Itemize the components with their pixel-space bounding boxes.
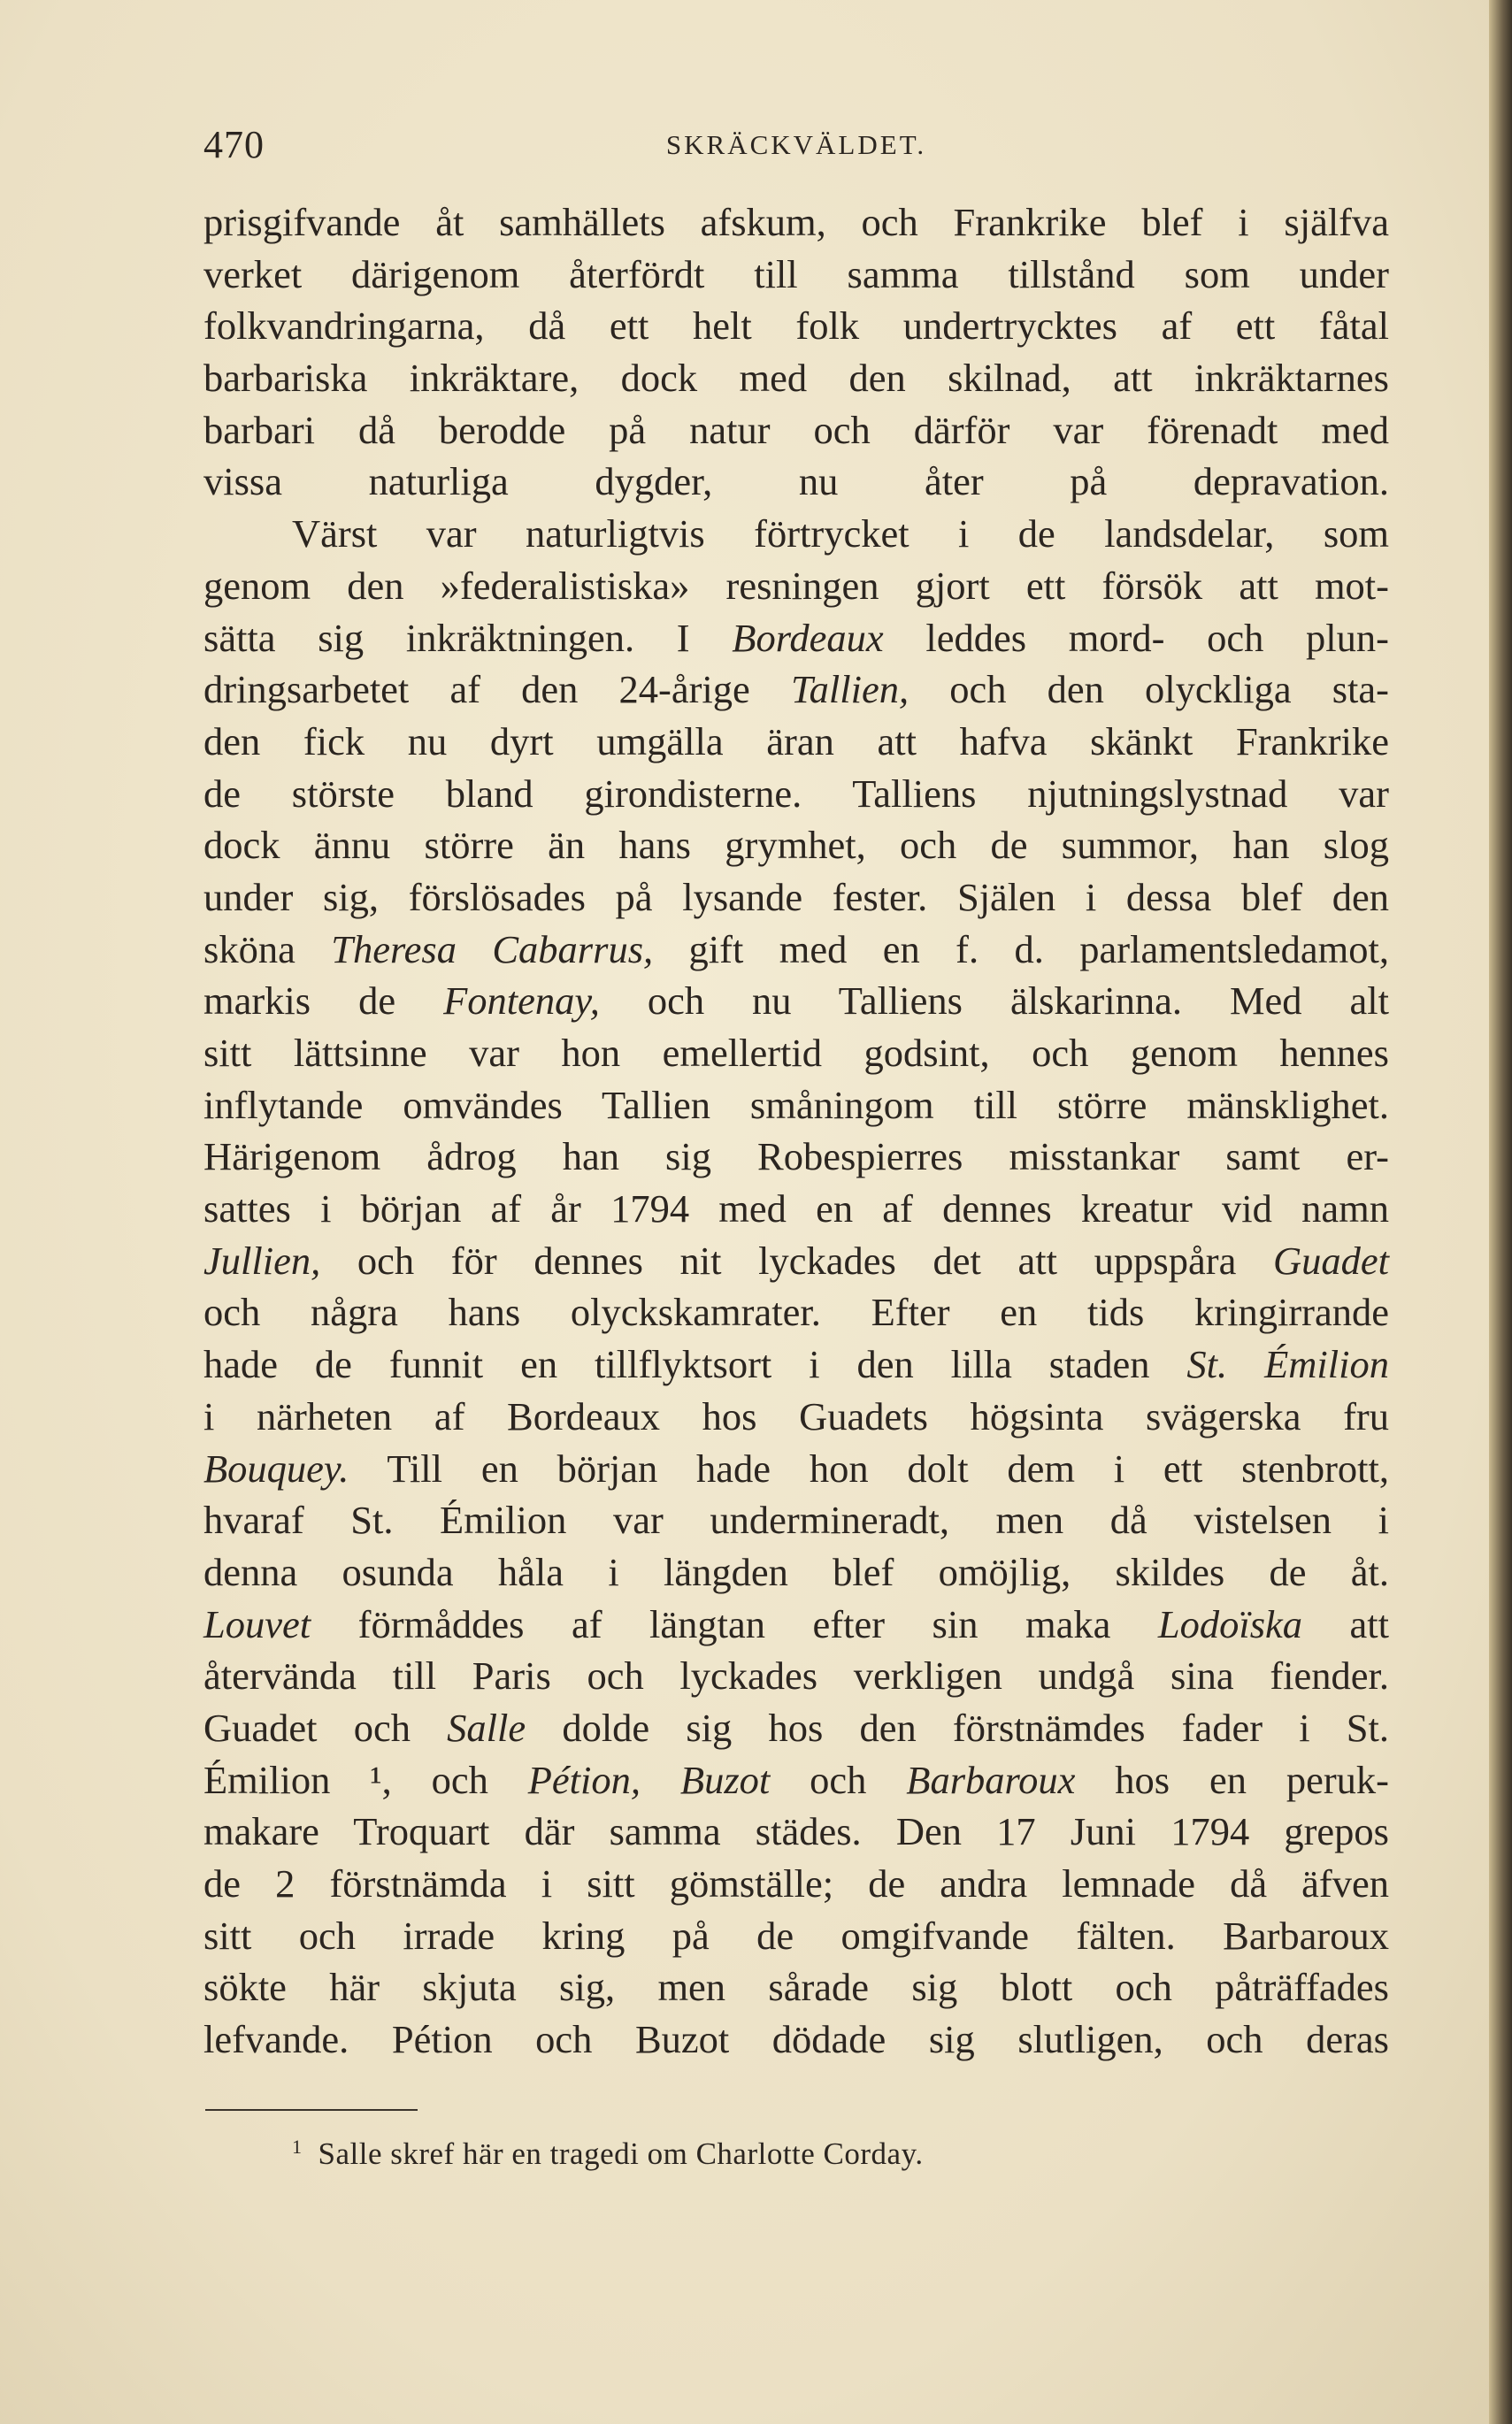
text-line (203, 560, 1389, 612)
text-segment: prisgifvande åt samhällets afskum, och Frankrike blef i själfva (203, 200, 1389, 244)
text-segment: markis de (203, 978, 444, 1024)
page-number: 470 (203, 123, 265, 166)
italic-name: St. Émilion (1186, 1342, 1389, 1387)
page-header (203, 122, 1389, 175)
text-segment: Till en början hade hon dolt dem i ett stenbrott, (349, 1446, 1389, 1491)
running-head: SKRÄCKVÄLDET. (665, 129, 927, 160)
text-segment: lefvande. Pétion och Buzot dödade sig slutligen, och deras (203, 2017, 1389, 2062)
text-segment: den fick nu dyrt umgälla äran att hafva skänkt Frankrike (203, 718, 1389, 763)
text-line (203, 508, 1389, 560)
italic-name: Buzot (679, 1757, 771, 1802)
text-segment: sätta sig inkräktningen. I (203, 615, 733, 660)
italic-name: Guadet (1272, 1238, 1389, 1283)
text-segment: att (1302, 1601, 1389, 1646)
italic-name: Salle (447, 1705, 526, 1750)
text-segment: de 2 förstnämda i sitt gömställe; de andra lemnade då äfven (203, 1861, 1389, 1906)
text-line (203, 664, 1389, 716)
text-line (203, 871, 1389, 924)
text-segment: dringsarbetet af den 24-årige (203, 667, 791, 712)
text-segment: de störste bland girondisterne. Talliens njutningslystnad var (203, 771, 1389, 816)
text-segment: dock ännu större än hans grymhet, och de summor, han slog (203, 823, 1389, 868)
text-segment: och några hans olyckskamrater. Efter en tids kringirrande (203, 1290, 1389, 1335)
footnote-marker: 1 (292, 2136, 303, 2158)
text-segment: och nu Talliens älskarinna. Med alt (599, 978, 1389, 1024)
text-line (203, 1599, 1389, 1651)
text-segment: hos en peruk- (1075, 1757, 1389, 1802)
italic-name: Bordeaux (732, 615, 884, 660)
text-segment: och den olyckliga sta- (909, 667, 1389, 712)
text-segment: och (770, 1757, 907, 1802)
text-segment: sköna (203, 926, 332, 971)
text-segment: barbari då berodde på natur och därför var förenadt med (203, 407, 1389, 452)
text-segment: sökte här skjuta sig, men sårade sig blott och påträffades (203, 1965, 1389, 2010)
italic-name: Lodoïska (1157, 1601, 1303, 1646)
text-segment: barbariska inkräktare, dock med den skilnad, att inkräktarnes (203, 356, 1389, 401)
text-segment: förmåddes af längtan efter sin maka (311, 1601, 1158, 1646)
text-segment: gift med en f. d. parlamentsledamot, (653, 926, 1389, 971)
text-line (203, 1650, 1389, 1702)
italic-name: Bouquey. (203, 1446, 349, 1491)
text-line (203, 819, 1389, 871)
italic-name: Jullien, (203, 1238, 321, 1283)
text-line (203, 1391, 1389, 1443)
body-text (203, 196, 1389, 2066)
text-line (203, 1131, 1389, 1183)
text-line (203, 1910, 1389, 1962)
text-segment (641, 1758, 680, 1802)
text-segment: Härigenom ådrog han sig Robespierres misstankar samt er- (203, 1134, 1389, 1179)
text-line (203, 1702, 1389, 1754)
text-segment: genom den »federalistiska» resningen gjort ett försök att mot- (203, 563, 1389, 608)
text-line (203, 924, 1389, 976)
footnote-text: Salle skref här en tragedi om Charlotte Corday. (318, 2136, 924, 2171)
text-segment: och för dennes nit lyckades det att uppspåra (320, 1238, 1273, 1283)
text-segment: hvaraf St. Émilion var undermineradt, men då vistelsen i (203, 1498, 1389, 1543)
text-segment: hade de funnit en tillflyktsort i den lilla staden (203, 1342, 1187, 1387)
text-line (203, 1546, 1389, 1599)
text-line (203, 1235, 1389, 1287)
text-segment: Värst var naturligtvis förtrycket i de landsdelar, som (292, 511, 1389, 556)
text-line (203, 1443, 1389, 1495)
text-line (203, 1806, 1389, 1858)
text-line (203, 1961, 1389, 2014)
italic-name: Pétion, (527, 1757, 641, 1802)
text-segment: under sig, förslösades på lysande fester. Själen i dessa blef den (203, 874, 1389, 919)
text-line (203, 1339, 1389, 1391)
italic-name: Theresa Cabarrus, (331, 926, 654, 971)
text-line (203, 1183, 1389, 1235)
text-segment: Guadet och (203, 1705, 448, 1750)
italic-name: Fontenay, (443, 978, 600, 1024)
italic-name: Louvet (203, 1601, 311, 1646)
italic-name: Barbaroux (906, 1757, 1076, 1802)
footnote (292, 2136, 924, 2172)
text-segment: leddes mord- och plun- (883, 615, 1389, 660)
text-line (203, 2014, 1389, 2066)
text-line (203, 1286, 1389, 1339)
text-line (203, 975, 1389, 1027)
text-line (203, 1027, 1389, 1079)
text-segment: i närheten af Bordeaux hos Guadets högsinta svägerska fru (203, 1393, 1389, 1438)
text-line (203, 352, 1389, 404)
text-line (203, 456, 1389, 508)
text-segment: inflytande omvändes Tallien småningom till större mänsklighet. (203, 1082, 1389, 1127)
text-segment: dolde sig hos den förstnämdes fader i St. (526, 1705, 1389, 1750)
text-line (203, 1079, 1389, 1131)
page-edge-shadow (1489, 0, 1512, 2424)
text-line (203, 612, 1389, 664)
text-segment: Émilion ¹, och (203, 1757, 528, 1802)
text-segment: makare Troquart där samma städes. Den 17 Juni 1794 grepos (203, 1809, 1389, 1854)
text-line (203, 404, 1389, 456)
footnote-rule (205, 2109, 418, 2111)
text-line (203, 768, 1389, 820)
text-line (203, 249, 1389, 301)
text-line (203, 1494, 1389, 1546)
italic-name: Tallien, (790, 667, 910, 712)
text-line (203, 716, 1389, 768)
text-segment: folkvandringarna, då ett helt folk undertrycktes af ett fåtal (203, 303, 1389, 349)
text-line (203, 1754, 1389, 1806)
text-segment: vissa naturliga dygder, nu åter på depravation. (203, 459, 1389, 504)
text-segment: sitt och irrade kring på de omgifvande fälten. Barbaroux (203, 1913, 1389, 1958)
text-line (203, 300, 1389, 352)
text-segment: sitt lättsinne var hon emellertid godsint, och genom hennes (203, 1031, 1389, 1075)
text-segment: verket därigenom återfördt till samma tillstånd som under (203, 251, 1389, 296)
text-line (203, 196, 1389, 249)
text-segment: denna osunda håla i längden blef omöjlig, skildes de åt. (203, 1549, 1389, 1594)
text-segment: sattes i början af år 1794 med en af dennes kreatur vid namn (203, 1186, 1389, 1231)
text-line (203, 1858, 1389, 1910)
text-segment: återvända till Paris och lyckades verkligen undgå sina fiender. (203, 1653, 1389, 1699)
